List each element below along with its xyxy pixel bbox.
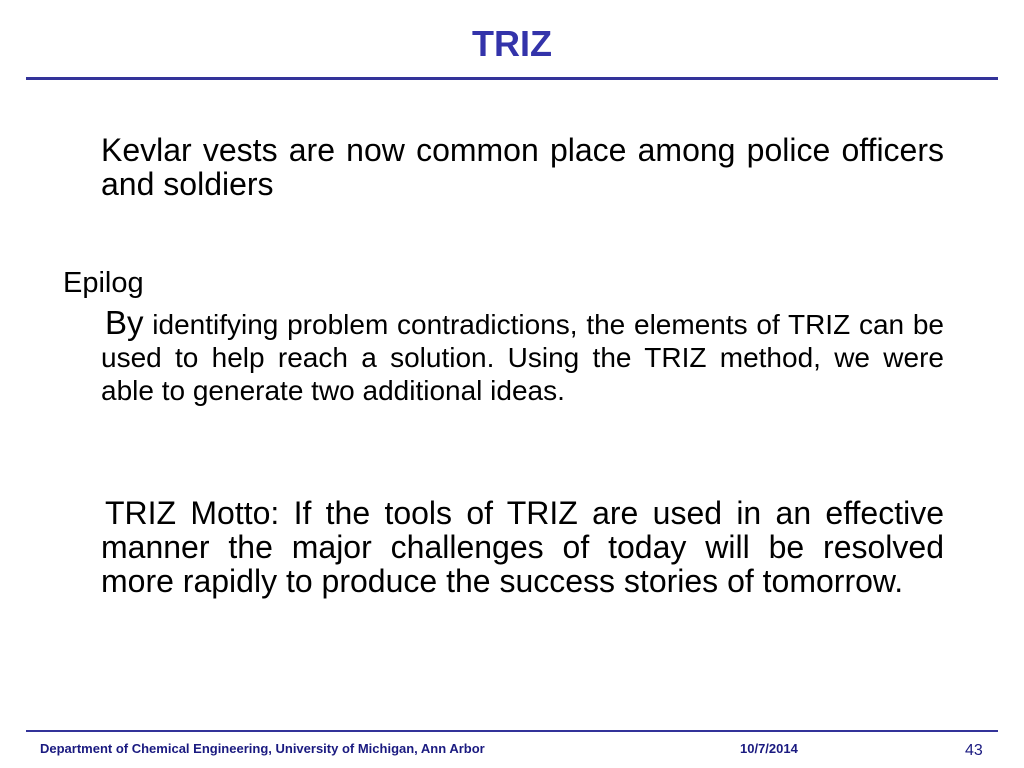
footer-date: 10/7/2014 [740,741,798,756]
footer-department: Department of Chemical Engineering, University of Michigan, Ann Arbor [40,741,485,756]
slide-number: 43 [965,742,983,759]
footer-divider [26,730,998,732]
epilog-heading: Epilog [63,267,144,299]
body-paragraph-motto [101,496,944,598]
slide-title: TRIZ [472,23,552,64]
body-paragraph-kevlar: Kevlar vests are now common place among police officers and soldiers [101,132,944,202]
title-divider [26,77,998,80]
motto-text: TRIZ Motto: If the tools of TRIZ are used in an effective manner the major challenges of today will be resolved more rapidly to produce the success stories of tomorrow. [101,495,944,599]
epilog-text: identifying problem contradictions, the elements of TRIZ can be used to help reach a solution. Using the TRIZ method, we were able to generate two additional ideas. [101,309,944,406]
epilog-lead-word: By [105,304,144,341]
body-paragraph-epilog [101,306,944,407]
